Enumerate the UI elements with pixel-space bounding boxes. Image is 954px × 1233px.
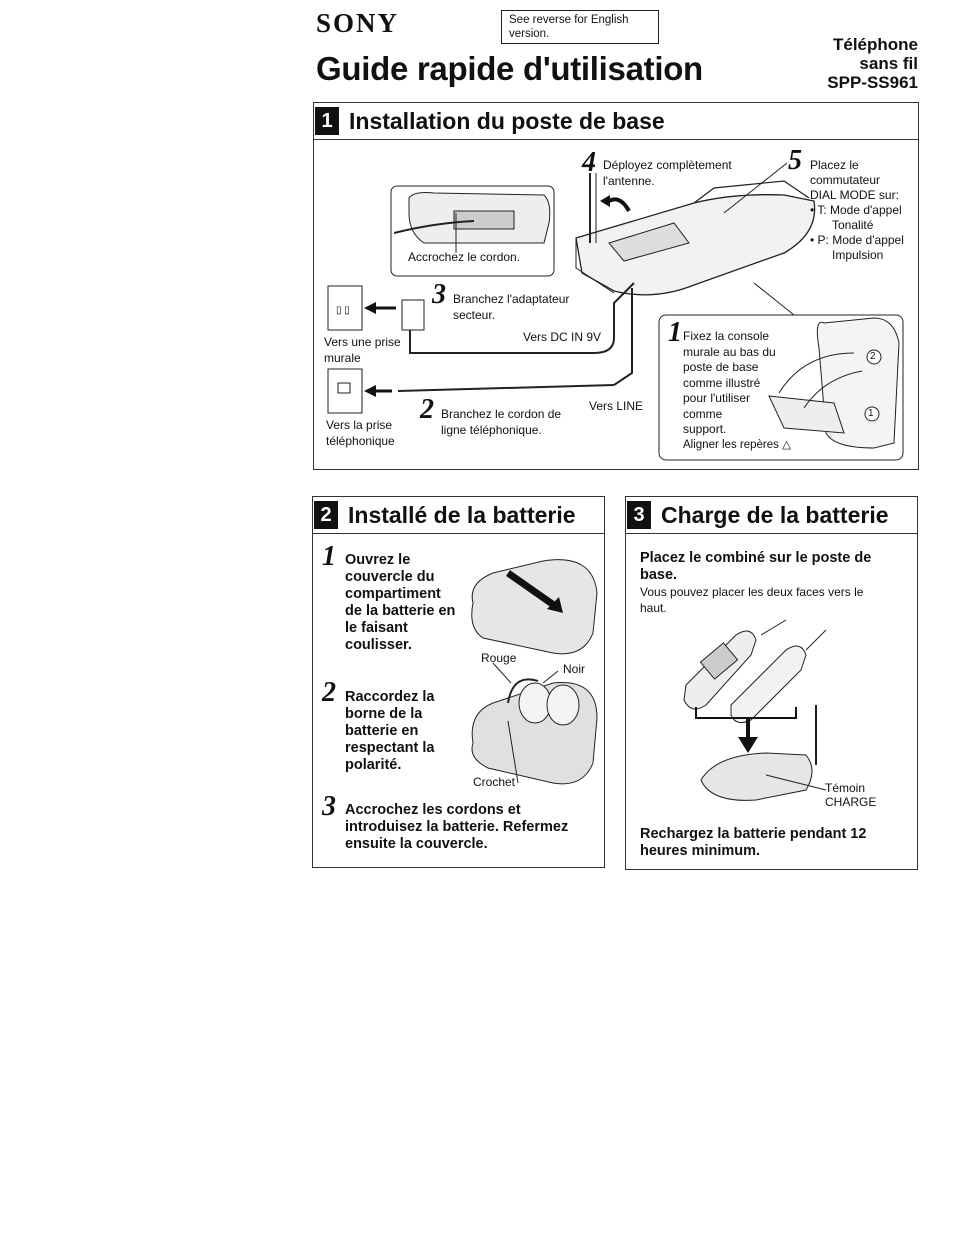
bat-step2-line4: respectant la xyxy=(345,740,435,756)
bat-step2-line5: polarité. xyxy=(345,757,402,773)
step1-number: 1 xyxy=(668,317,682,348)
step4-line1: Déployez complètement xyxy=(603,158,732,172)
page-title: Guide rapide d'utilisation xyxy=(316,50,703,87)
product-name xyxy=(827,35,918,92)
step1-line7: support. xyxy=(683,422,727,436)
align-marks-label: Aligner les repères △ xyxy=(683,438,791,451)
dc-in-label: Vers DC IN 9V xyxy=(523,330,602,344)
bat-step3-text xyxy=(345,802,568,853)
phone-jack-line2: téléphonique xyxy=(326,433,395,448)
step1-line1: Fixez la console xyxy=(683,329,770,343)
step4-line2: l'antenne. xyxy=(603,173,655,188)
sony-logo: SONY xyxy=(316,8,400,38)
section-number: 3 xyxy=(627,501,651,529)
step2-line2: ligne téléphonique. xyxy=(441,422,542,437)
bat-step1-line5: le faisant xyxy=(345,620,408,636)
step4-number: 4 xyxy=(582,147,596,178)
step2-number: 2 xyxy=(420,394,434,425)
charge-sub-line2: haut. xyxy=(640,600,667,615)
section-header xyxy=(313,497,576,533)
product-line2: sans fil xyxy=(859,54,918,73)
bat-step1-line3: compartiment xyxy=(345,586,441,602)
wall-outlet-line2: murale xyxy=(324,350,361,365)
phone-jack-line1: Vers la prise xyxy=(326,418,393,432)
step5-tone-label: Tonalité xyxy=(832,218,874,232)
bat-step1-line2: couvercle du xyxy=(345,569,435,585)
step1-line3: poste de base xyxy=(683,360,759,374)
reverse-note-box: See reverse for English version. xyxy=(501,10,659,44)
step5-line1: Placez le xyxy=(810,158,859,172)
step5-number: 5 xyxy=(788,145,802,176)
svg-text:▯ ▯: ▯ ▯ xyxy=(336,305,350,316)
section-title: Installation du poste de base xyxy=(349,107,665,134)
bat-step2-line2: borne de la xyxy=(345,706,423,722)
step2-text xyxy=(441,407,561,438)
wall-outlet-line1: Vers une prise xyxy=(324,335,401,349)
bat-step1-line1: Ouvrez le xyxy=(345,552,411,568)
charge-footer-text xyxy=(640,826,866,860)
bat-step3-line3: ensuite la couvercle. xyxy=(345,836,488,852)
section-number: 2 xyxy=(314,501,338,529)
step3-number: 3 xyxy=(432,279,446,310)
bat-step3-line2: introduisez la batterie. Refermez xyxy=(345,819,569,835)
header-rule xyxy=(626,533,917,534)
charge-lead-text xyxy=(640,550,871,584)
phone-jack-label xyxy=(326,418,395,449)
step1-line2: murale au bas du xyxy=(683,344,776,359)
bat-step2-line1: Raccordez la xyxy=(345,689,435,705)
step5-pulse-label: Impulsion xyxy=(832,248,884,262)
step1-line5: pour l'utiliser xyxy=(683,391,750,405)
charge-sub-text xyxy=(640,585,863,616)
step4-text xyxy=(603,158,732,189)
bat-step2-text xyxy=(345,689,434,774)
step3-text xyxy=(453,292,569,323)
bat-step1-line6: coulisser. xyxy=(345,637,412,653)
hook-cord-label: Accrochez le cordon. xyxy=(408,250,521,264)
step5-pulse-mode: • P: Mode d'appel xyxy=(810,233,904,247)
step1-text xyxy=(683,329,791,453)
charge-lead-line2: base. xyxy=(640,567,678,583)
marker-2: 2 xyxy=(870,351,876,362)
charge-footer-line1: Rechargez la batterie pendant 12 xyxy=(640,826,867,842)
section-battery-charge xyxy=(625,496,918,870)
charge-indicator-line2: CHARGE xyxy=(825,795,877,809)
red-wire-label: Rouge xyxy=(481,651,517,665)
step5-tone-mode: • T: Mode d'appel xyxy=(810,203,902,217)
product-line1: Téléphone xyxy=(832,35,918,54)
line-label: Vers LINE xyxy=(589,399,644,413)
section-title: Charge de la batterie xyxy=(661,501,889,528)
charge-indicator-label xyxy=(825,781,876,809)
marker-1: 1 xyxy=(868,408,874,419)
bat-step1-number: 1 xyxy=(322,541,336,572)
bat-step2-number: 2 xyxy=(322,677,336,708)
step1-line6: comme xyxy=(683,406,723,421)
step1-line4: comme illustré xyxy=(683,375,761,390)
step5-text xyxy=(810,158,904,263)
hook-label: Crochet xyxy=(473,775,516,789)
charge-lead-line1: Placez le combiné sur le poste de xyxy=(640,550,872,566)
model-number: SPP-SS961 xyxy=(827,73,918,92)
charging-illustration xyxy=(676,615,836,815)
wall-outlet-label xyxy=(324,335,401,366)
section-title: Installé de la batterie xyxy=(348,501,576,528)
black-wire-label: Noir xyxy=(563,662,586,676)
charge-sub-line1: Vous pouvez placer les deux faces vers le xyxy=(640,585,864,599)
section-header xyxy=(626,497,889,533)
step2-line1: Branchez le cordon de xyxy=(441,407,562,421)
bat-step1-text xyxy=(345,552,455,654)
section-battery-install xyxy=(312,496,605,868)
step3-line2: secteur. xyxy=(453,307,496,322)
section-base-installation xyxy=(313,102,919,470)
charge-indicator-line1: Témoin xyxy=(825,781,866,795)
bat-step1-line4: de la batterie en xyxy=(345,603,456,619)
section-number: 1 xyxy=(315,107,339,135)
bat-step3-line1: Accrochez les cordons et xyxy=(345,802,521,818)
step5-line3: DIAL MODE sur: xyxy=(810,188,899,202)
header-rule xyxy=(313,533,604,534)
bat-step3-number: 3 xyxy=(322,791,336,822)
bat-step2-line3: batterie en xyxy=(345,723,419,739)
step3-line1: Branchez l'adaptateur xyxy=(453,292,570,306)
step5-line2: commutateur xyxy=(810,173,881,187)
charge-footer-line2: heures minimum. xyxy=(640,843,761,859)
